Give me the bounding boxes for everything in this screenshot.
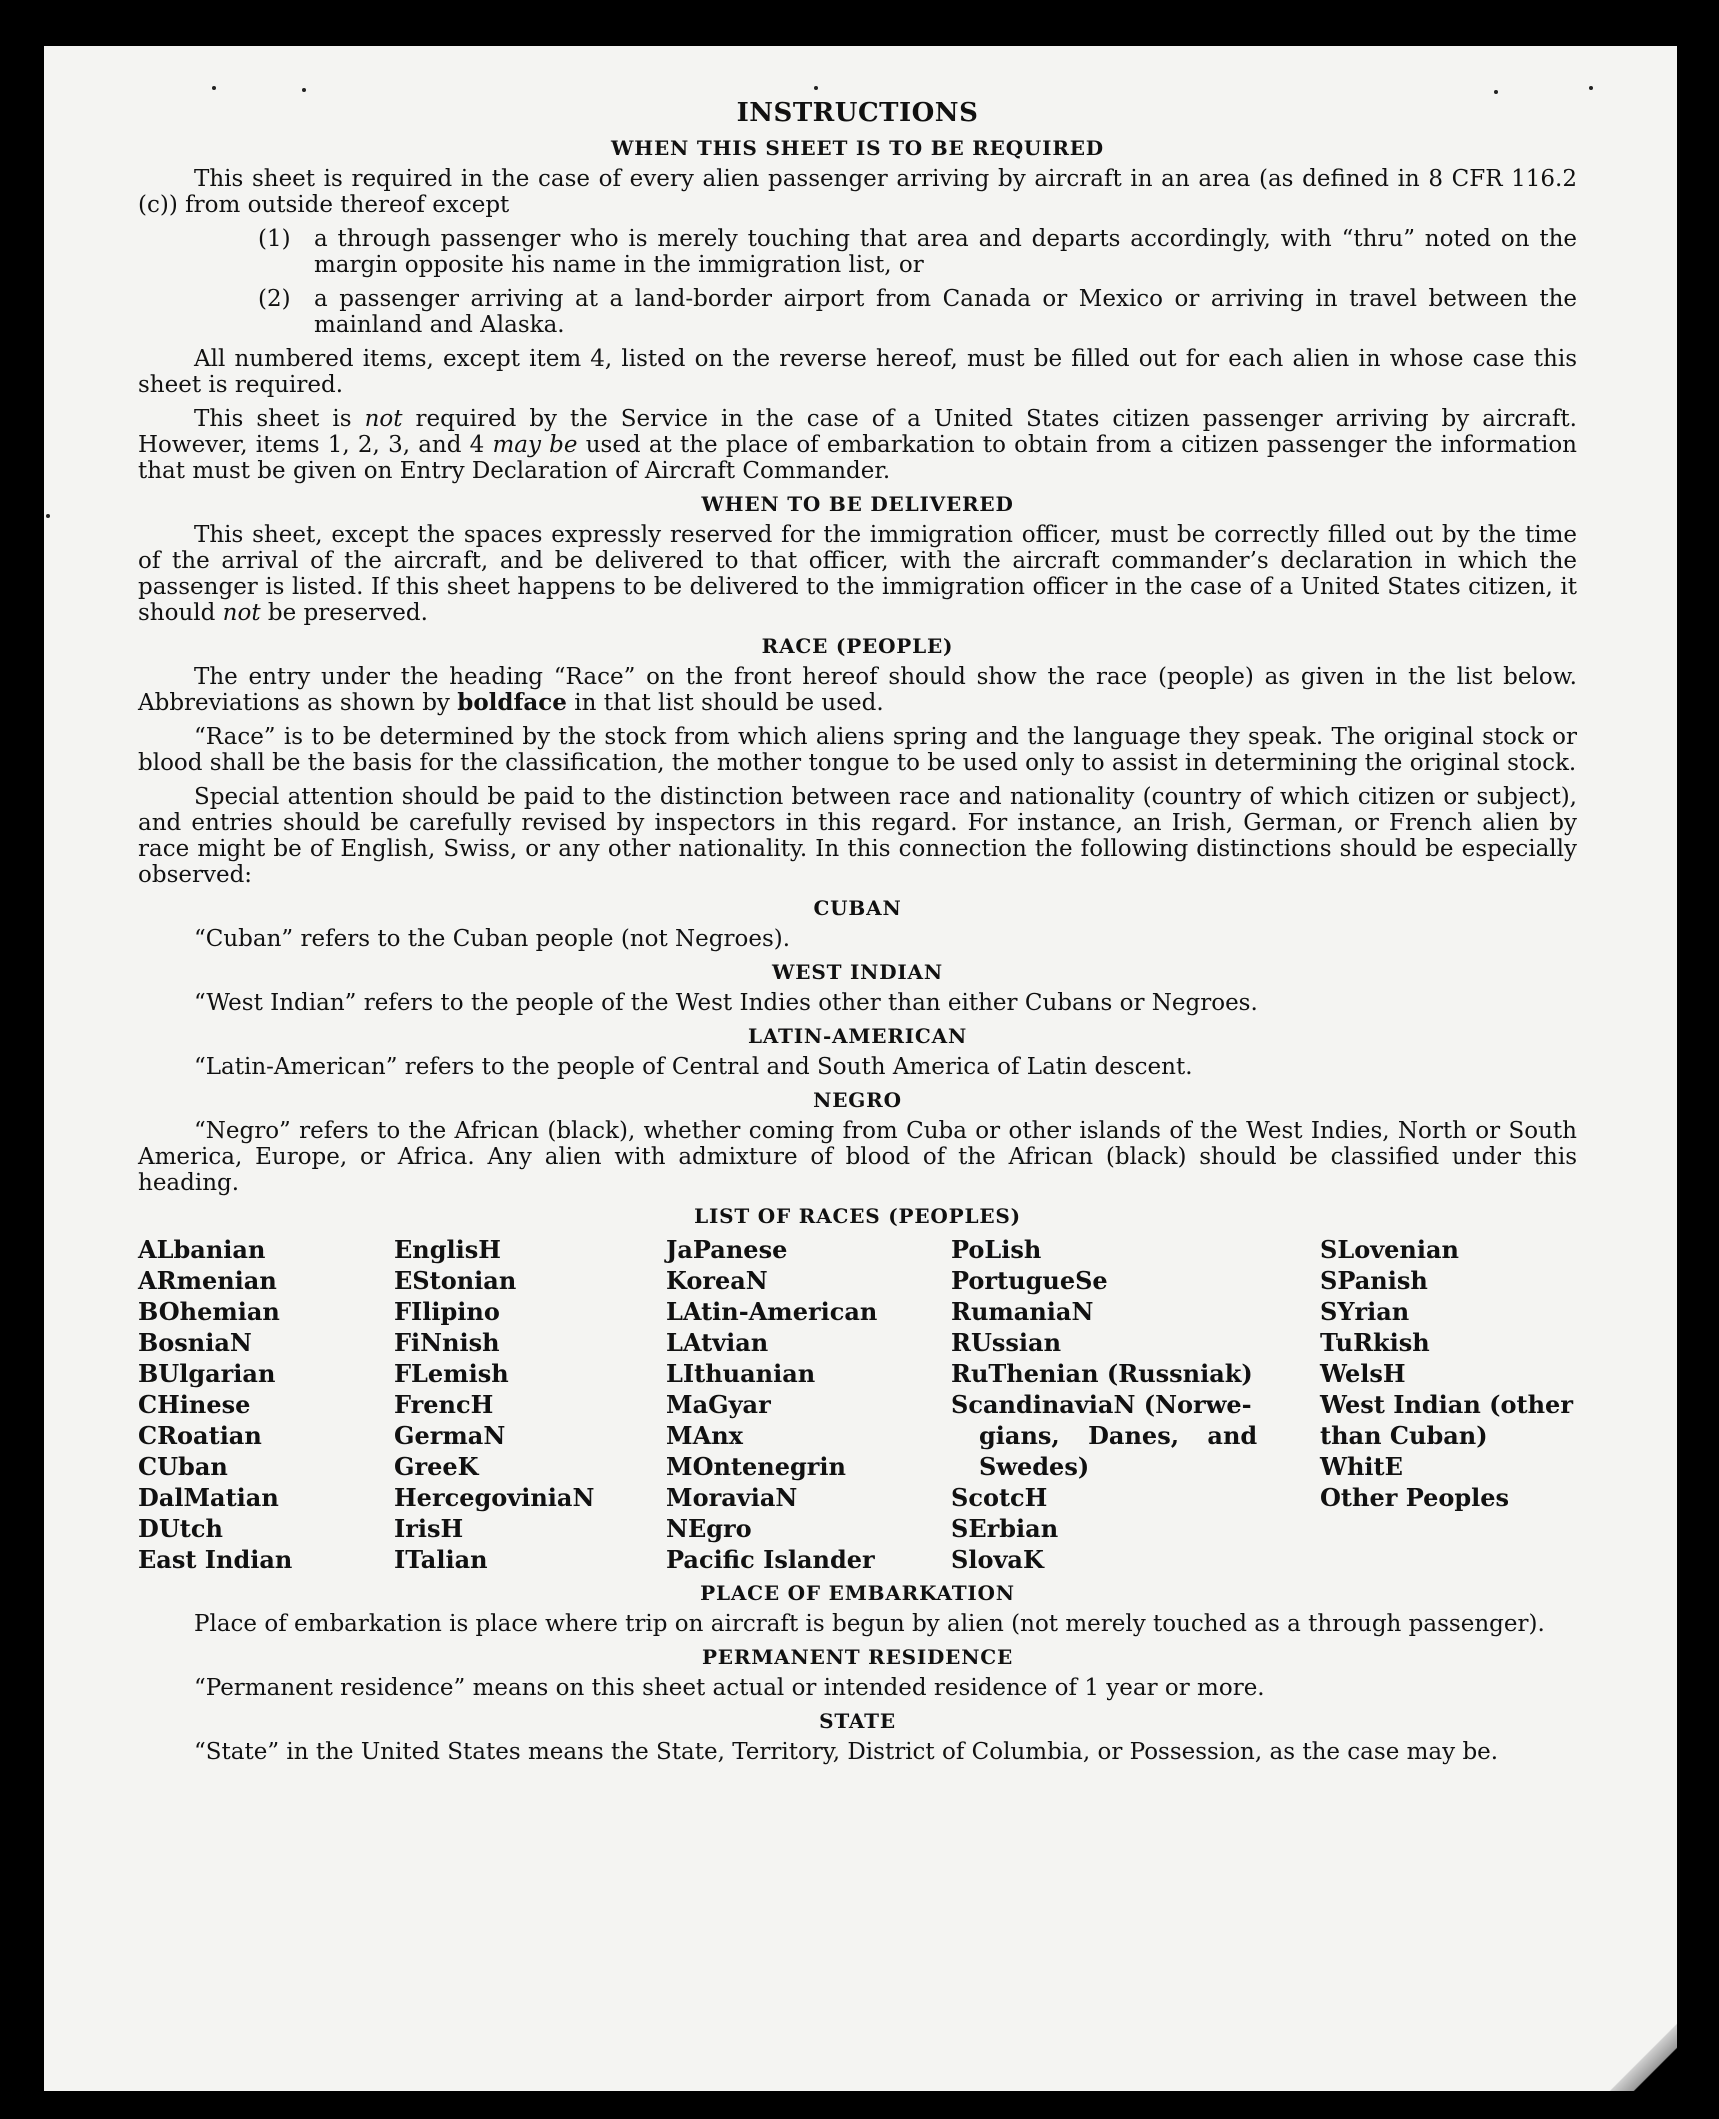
heading-cuban: CUBAN	[813, 896, 902, 920]
race-entry-continued: Swedes)	[979, 1452, 1090, 1481]
heading-state: STATE	[819, 1709, 896, 1733]
race-entry: CRoatian	[138, 1421, 262, 1450]
race-entry: MOntenegrin	[666, 1452, 846, 1481]
document-page	[44, 46, 1677, 2091]
item-text: a through passenger who is merely touching that area and departs accordingly, with “thru” noted on the margin opposite his name in the immigration list, or	[314, 226, 1577, 278]
speck	[814, 86, 818, 90]
race-entry: SErbian	[951, 1514, 1059, 1543]
race-entry: CHinese	[138, 1390, 251, 1419]
race-entry: DUtch	[138, 1514, 223, 1543]
paragraph-state: “State” in the United States means the State, Territory, District of Columbia, or Possession, as the case may be.	[194, 1739, 1499, 1765]
paragraph-negro: “Negro” refers to the African (black), whether coming from Cuba or other islands of the West Indies, North or South America, Europe, or Africa. Any alien with admixture of blood of the African (black) should be classified under this heading.	[138, 1118, 1577, 1196]
race-entry: LAtvian	[666, 1328, 769, 1357]
race-entry: KoreaN	[666, 1266, 768, 1295]
numbered-item	[138, 286, 1577, 338]
paragraph-west-indian: “West Indian” refers to the people of the West Indies other than either Cubans or Negroes.	[194, 990, 1258, 1016]
paragraph-race-entry: The entry under the heading “Race” on the front hereof should show the race (people) as given in the list below. Abbreviations as shown by boldface in that list should be used.	[138, 664, 1577, 716]
race-entry: MoraviaN	[666, 1483, 798, 1512]
race-entry: NEgro	[666, 1514, 752, 1543]
heading-residence: PERMANENT RESIDENCE	[701, 1645, 1014, 1669]
race-entry: MaGyar	[666, 1390, 771, 1419]
paragraph-required: This sheet is required in the case of every alien passenger arriving by aircraft in an area (as defined in 8 CFR 116.2 (c)) from outside thereof except	[138, 166, 1577, 218]
speck	[302, 88, 306, 92]
race-entry: DalMatian	[138, 1483, 279, 1512]
race-entry: EStonian	[394, 1266, 517, 1295]
race-entry: RumaniaN	[951, 1297, 1094, 1326]
race-entry: FrencH	[394, 1390, 494, 1419]
race-entry: GermaN	[394, 1421, 506, 1450]
paragraph-race-nationality: Special attention should be paid to the distinction between race and nationality (country of which citizen or subject), and entries should be carefully revised by inspectors in this regard. For instance, an Irish, German, or French alien by race might be of English, Swiss, or any other nationality. In this connection the following distinctions should be especially observed:	[138, 784, 1577, 888]
item-text: a passenger arriving at a land-border airport from Canada or Mexico or arriving in travel between the mainland and Alaska.	[314, 286, 1577, 338]
numbered-item	[138, 226, 1577, 278]
race-entry: EnglisH	[394, 1235, 501, 1264]
race-entry: BOhemian	[138, 1297, 280, 1326]
paragraph-latin-american: “Latin-American” refers to the people of Central and South America of Latin descent.	[194, 1054, 1193, 1080]
paragraph-citizen: This sheet is not required by the Service in the case of a United States citizen passenger arriving by aircraft. However, items 1, 2, 3, and 4 may be used at the place of embarkation to obtain from a citizen passenger the information that must be given on Entry Declaration of Aircraft Commander.	[138, 406, 1577, 484]
speck	[212, 86, 216, 90]
speck	[46, 514, 50, 518]
race-entry: ARmenian	[138, 1266, 277, 1295]
race-entry: LAtin-American	[666, 1297, 878, 1326]
race-entry: HercegoviniaN	[394, 1483, 595, 1512]
race-entry: JaPanese	[666, 1235, 788, 1264]
heading-west-indian: WEST INDIAN	[772, 960, 943, 984]
race-entry: SLovenian	[1320, 1235, 1459, 1264]
paragraph-numbered-items: All numbered items, except item 4, listed on the reverse hereof, must be filled out for each alien in whose case this sheet is required.	[138, 346, 1577, 398]
race-entry: SPanish	[1320, 1266, 1428, 1295]
item-number: (1)	[258, 226, 291, 252]
race-entry: ALbanian	[138, 1235, 266, 1264]
race-entry: Other Peoples	[1320, 1483, 1510, 1512]
race-entry: West Indian (other	[1320, 1390, 1573, 1419]
race-entry: TuRkish	[1320, 1328, 1430, 1357]
paragraph-residence: “Permanent residence” means on this sheet actual or intended residence of 1 year or more.	[194, 1675, 1265, 1701]
speck	[1589, 86, 1593, 90]
race-entry: BosniaN	[138, 1328, 252, 1357]
races-column	[394, 1234, 666, 1575]
races-list	[138, 1234, 1577, 1575]
race-entry: SlovaK	[951, 1545, 1044, 1574]
heading-latin-american: LATIN-AMERICAN	[747, 1024, 968, 1048]
race-entry: WhitE	[1320, 1452, 1403, 1481]
race-entry: ScandinaviaN (Norwe-	[951, 1390, 1252, 1419]
race-entry: IrisH	[394, 1514, 464, 1543]
heading-when-delivered: WHEN TO BE DELIVERED	[701, 492, 1014, 516]
race-entry: RUssian	[951, 1328, 1062, 1357]
paragraph-embarkation: Place of embarkation is place where trip on aircraft is begun by alien (not merely touched as a through passenger).	[194, 1611, 1545, 1637]
race-entry: East Indian	[138, 1545, 293, 1574]
race-entry: RuThenian (Russniak)	[951, 1359, 1253, 1388]
paragraph-cuban: “Cuban” refers to the Cuban people (not Negroes).	[194, 926, 791, 952]
race-entry: CUban	[138, 1452, 228, 1481]
race-entry: ScotcH	[951, 1483, 1048, 1512]
race-entry: PortugueSe	[951, 1266, 1108, 1295]
paragraph-race-stock: “Race” is to be determined by the stock from which aliens spring and the language they speak. The original stock or blood shall be the basis for the classification, the mother tongue to be used only to assist in determining the original stock.	[138, 724, 1577, 776]
heading-embarkation: PLACE OF EMBARKATION	[700, 1581, 1015, 1605]
race-entry: LIthuanian	[666, 1359, 816, 1388]
page-curl	[1609, 2003, 1677, 2091]
race-entry: FiNnish	[394, 1328, 500, 1357]
race-entry: Pacific Islander	[666, 1545, 875, 1574]
race-entry: SYrian	[1320, 1297, 1410, 1326]
paragraph-delivered: This sheet, except the spaces expressly reserved for the immigration officer, must be correctly filled out by the time of the arrival of the aircraft, and be delivered to that officer, with the aircraft commander’s declaration in which the passenger is listed. If this sheet happens to be delivered to the immigration officer in the case of a United States citizen, it should not be preserved.	[138, 522, 1577, 626]
heading-race: RACE (PEOPLE)	[761, 634, 954, 658]
race-entry: FLemish	[394, 1359, 509, 1388]
races-column	[951, 1234, 1320, 1575]
race-entry: WelsH	[1320, 1359, 1406, 1388]
race-entry: than Cuban)	[1320, 1421, 1488, 1450]
speck	[1494, 90, 1498, 94]
races-column	[138, 1234, 394, 1575]
heading-negro: NEGRO	[813, 1088, 902, 1112]
race-entry: GreeK	[394, 1452, 479, 1481]
heading-when-required: WHEN THIS SHEET IS TO BE REQUIRED	[611, 136, 1104, 160]
race-entry: BUlgarian	[138, 1359, 276, 1388]
race-entry: MAnx	[666, 1421, 743, 1450]
heading-list-of-races: LIST OF RACES (PEOPLES)	[694, 1204, 1021, 1228]
race-entry-continued: gians, Danes, and	[979, 1421, 1258, 1450]
race-entry: PoLish	[951, 1235, 1042, 1264]
item-number: (2)	[258, 286, 291, 312]
race-entry: ITalian	[394, 1545, 488, 1574]
races-column	[1320, 1234, 1590, 1575]
races-column	[666, 1234, 951, 1575]
page-title: INSTRUCTIONS	[736, 98, 979, 128]
race-entry: FIlipino	[394, 1297, 500, 1326]
